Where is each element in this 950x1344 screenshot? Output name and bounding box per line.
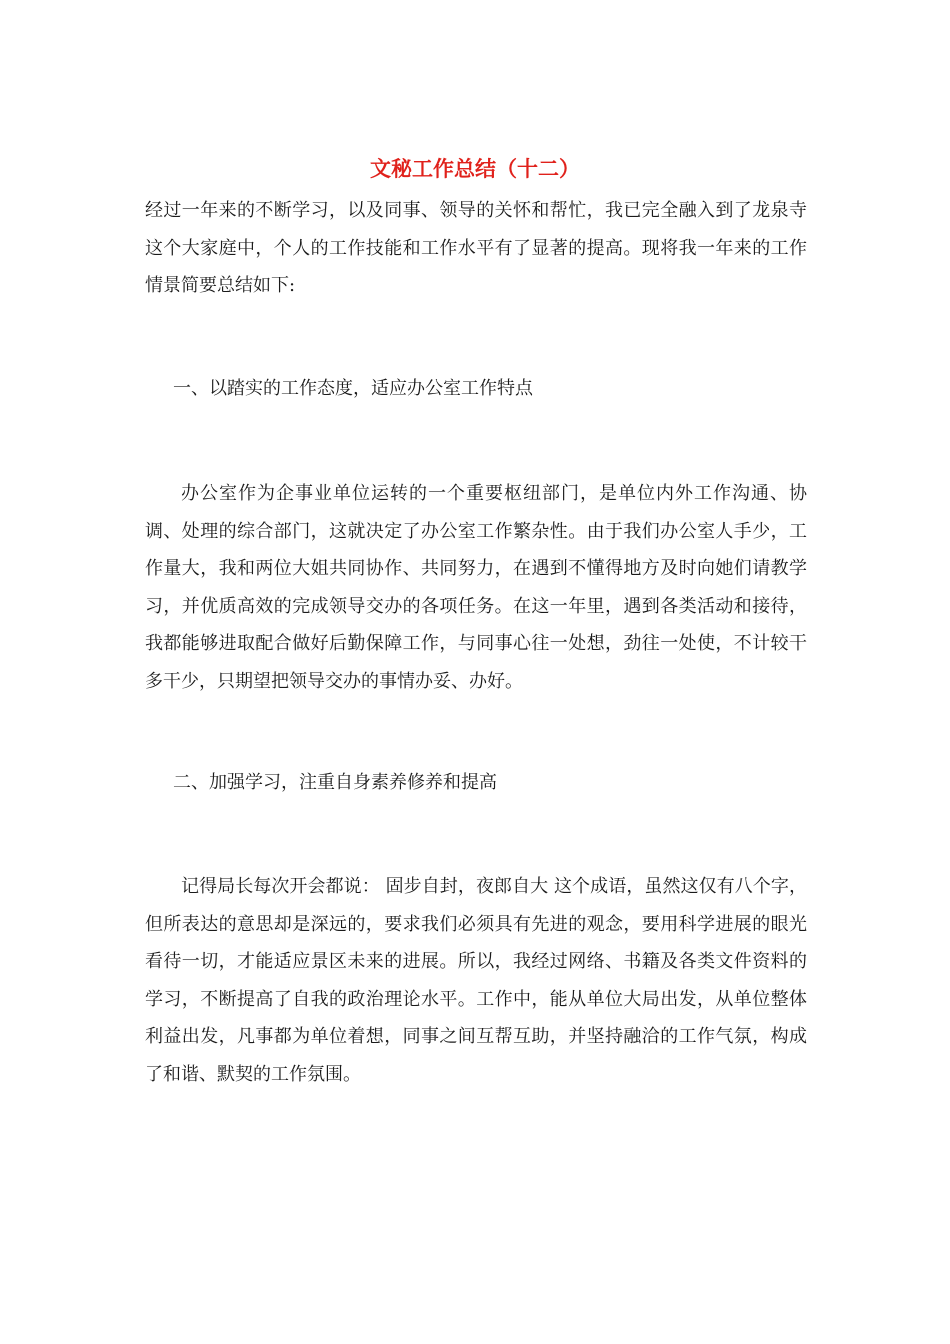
document-title: 文秘工作总结（十二） <box>370 156 580 181</box>
section-1-heading: 一、以踏实的工作态度，适应办公室工作特点 <box>173 378 533 399</box>
section-2-paragraph: 记得局长每次开会都说： 固步自封，夜郎自大 这个成语，虽然这仅有八个字，但所表达的意思却是深远的，要求我们必须具有先进的观念，要用科学进展的眼光看待一切，才能适应景区未来的进展。所以，我经过网络、书籍及各类文件资料的学习，不断提高了自我的政治理论水平。工作中，能从单位大局出发，从单位整体利益出发，凡事都为单位着想，同事之间互帮互助，并坚持融洽的工作气氛，构成了和谐、默契的工作氛围。 <box>145 876 807 1085</box>
section-1-paragraph: 办公室作为企事业单位运转的一个重要枢纽部门，是单位内外工作沟通、协调、处理的综合部门，这就决定了办公室工作繁杂性。由于我们办公室人手少，工作量大，我和两位大姐共同协作、共同努力，在遇到不懂得地方及时向她们请教学习，并优质高效的完成领导交办的各项任务。在这一年里，遇到各类活动和接待，我都能够进取配合做好后勤保障工作，与同事心往一处想，劲往一处使，不计较干多干少，只期望把领导交办的事情办妥、办好。 <box>145 483 807 692</box>
section-2-heading: 二、加强学习，注重自身素养修养和提高 <box>173 772 497 793</box>
intro-paragraph: 经过一年来的不断学习，以及同事、领导的关怀和帮忙，我已完全融入到了龙泉寺这个大家庭中，个人的工作技能和工作水平有了显著的提高。现将我一年来的工作情景简要总结如下: <box>145 200 807 296</box>
